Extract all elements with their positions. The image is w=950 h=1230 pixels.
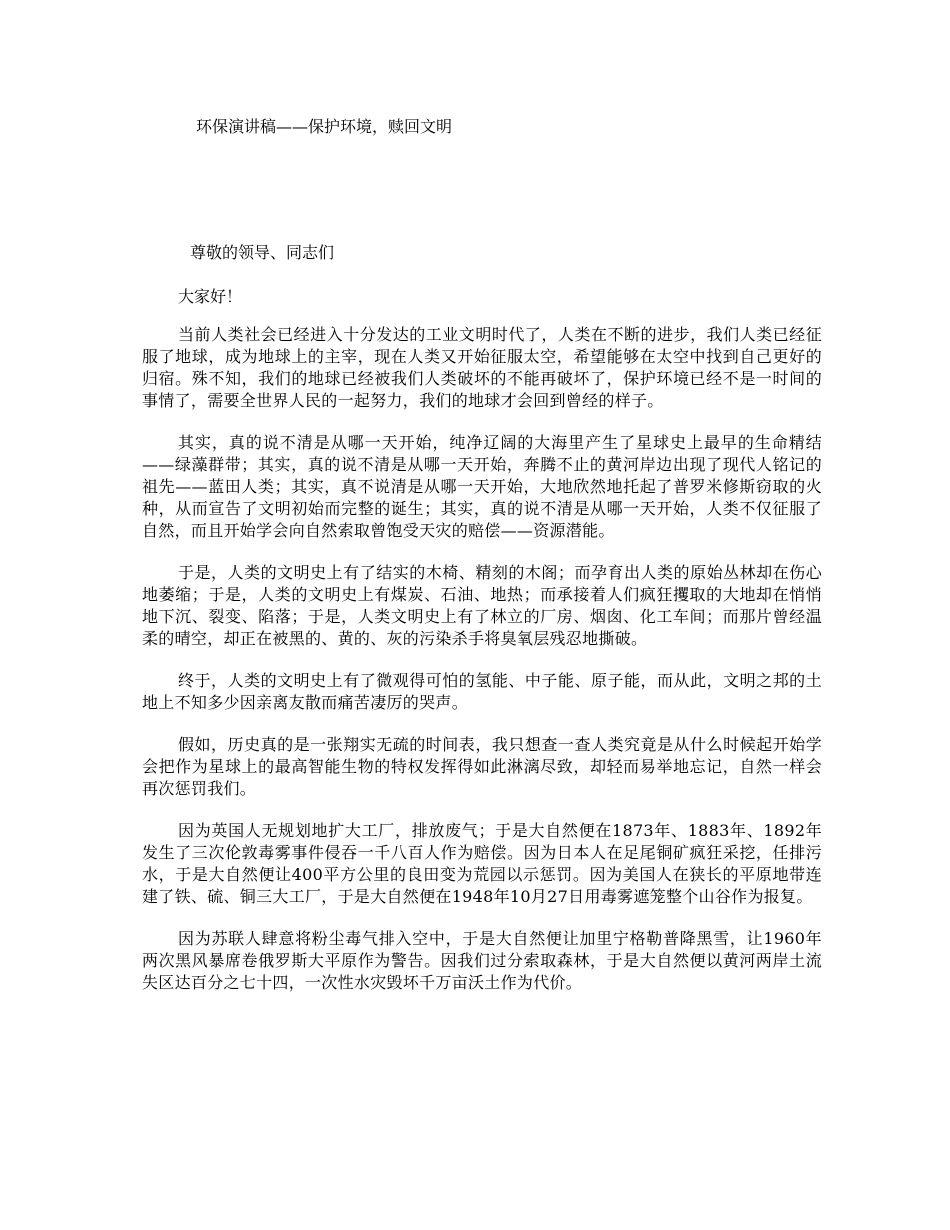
paragraph-6: 因为英国人无规划地扩大工厂，排放废气；于是大自然便在1873年、1883年、1892年发生了三次伦敦毒雾事件侵吞一千八百人作为赔偿。因为日本人在足尾铜矿疯狂采挖，任排污水，于是大自然便让400平方公里的良田变为荒园以示惩罚。因为美国人在狭长的平原地带连建了铁、硫、铜三大工厂，于是大自然便在1948年10月27日用毒雾遮笼整个山谷作为报复。 [142,821,822,906]
paragraph-4: 终于，人类的文明史上有了微观得可怕的氢能、中子能、原子能，而从此，文明之邦的土地上不知多少因亲离友散而痛苦凄厉的哭声。 [142,671,822,712]
document-title: 环保演讲稿——保护环境，赎回文明 [196,117,453,136]
greeting-line: 尊敬的领导、同志们 [190,243,335,262]
paragraph-7: 因为苏联人肆意将粉尘毒气排入空中，于是大自然便让加里宁格勒普降黑雪，让1960年两次黑风暴席卷俄罗斯大平原作为警告。因我们过分索取森林，于是大自然便以黄河两岸土流失区达百分之七十四，一次性水灾毁坏千万亩沃土作为代价。 [142,929,822,992]
paragraph-3: 于是，人类的文明史上有了结实的木椅、精刻的木阁；而孕育出人类的原始丛林却在伤心地萎缩；于是，人类的文明史上有煤炭、石油、地热；而承接着人们疯狂攫取的大地却在悄悄地下沉、裂变、陷落；于是，人类文明史上有了林立的厂房、烟囱、化工车间；而那片曾经温柔的晴空，却正在被黑的、黄的、灰的污染杀手将臭氧层残忍地撕破。 [142,563,822,648]
salutation-line: 大家好！ [178,287,243,306]
paragraph-5: 假如，历史真的是一张翔实无疏的时间表，我只想查一查人类究竟是从什么时候起开始学会把作为星球上的最高智能生物的特权发挥得如此淋漓尽致，却轻而易举地忘记，自然一样会再次惩罚我们。 [142,735,822,798]
paragraph-1: 当前人类社会已经进入十分发达的工业文明时代了，人类在不断的进步，我们人类已经征服了地球，成为地球上的主宰，现在人类又开始征服太空，希望能够在太空中找到自己更好的归宿。殊不知，我们的地球已经被我们人类破坏的不能再破坏了，保护环境已经不是一时间的事情了，需要全世界人民的一起努力，我们的地球才会回到曾经的样子。 [142,325,822,410]
document-body [142,324,822,1014]
paragraph-2: 其实，真的说不清是从哪一天开始，纯净辽阔的大海里产生了星球史上最早的生命精结——绿藻群带；其实，真的说不清是从哪一天开始，奔腾不止的黄河岸边出现了现代人铭记的祖先——蓝田人类；其实，真不说清是从哪一天开始，大地欣然地托起了普罗米修斯窃取的火种，从而宣告了文明初始而完整的诞生；其实，真的说不清是从哪一天开始，人类不仅征服了自然，而且开始学会向自然索取曾饱受天灾的赔偿——资源潜能。 [142,433,822,540]
